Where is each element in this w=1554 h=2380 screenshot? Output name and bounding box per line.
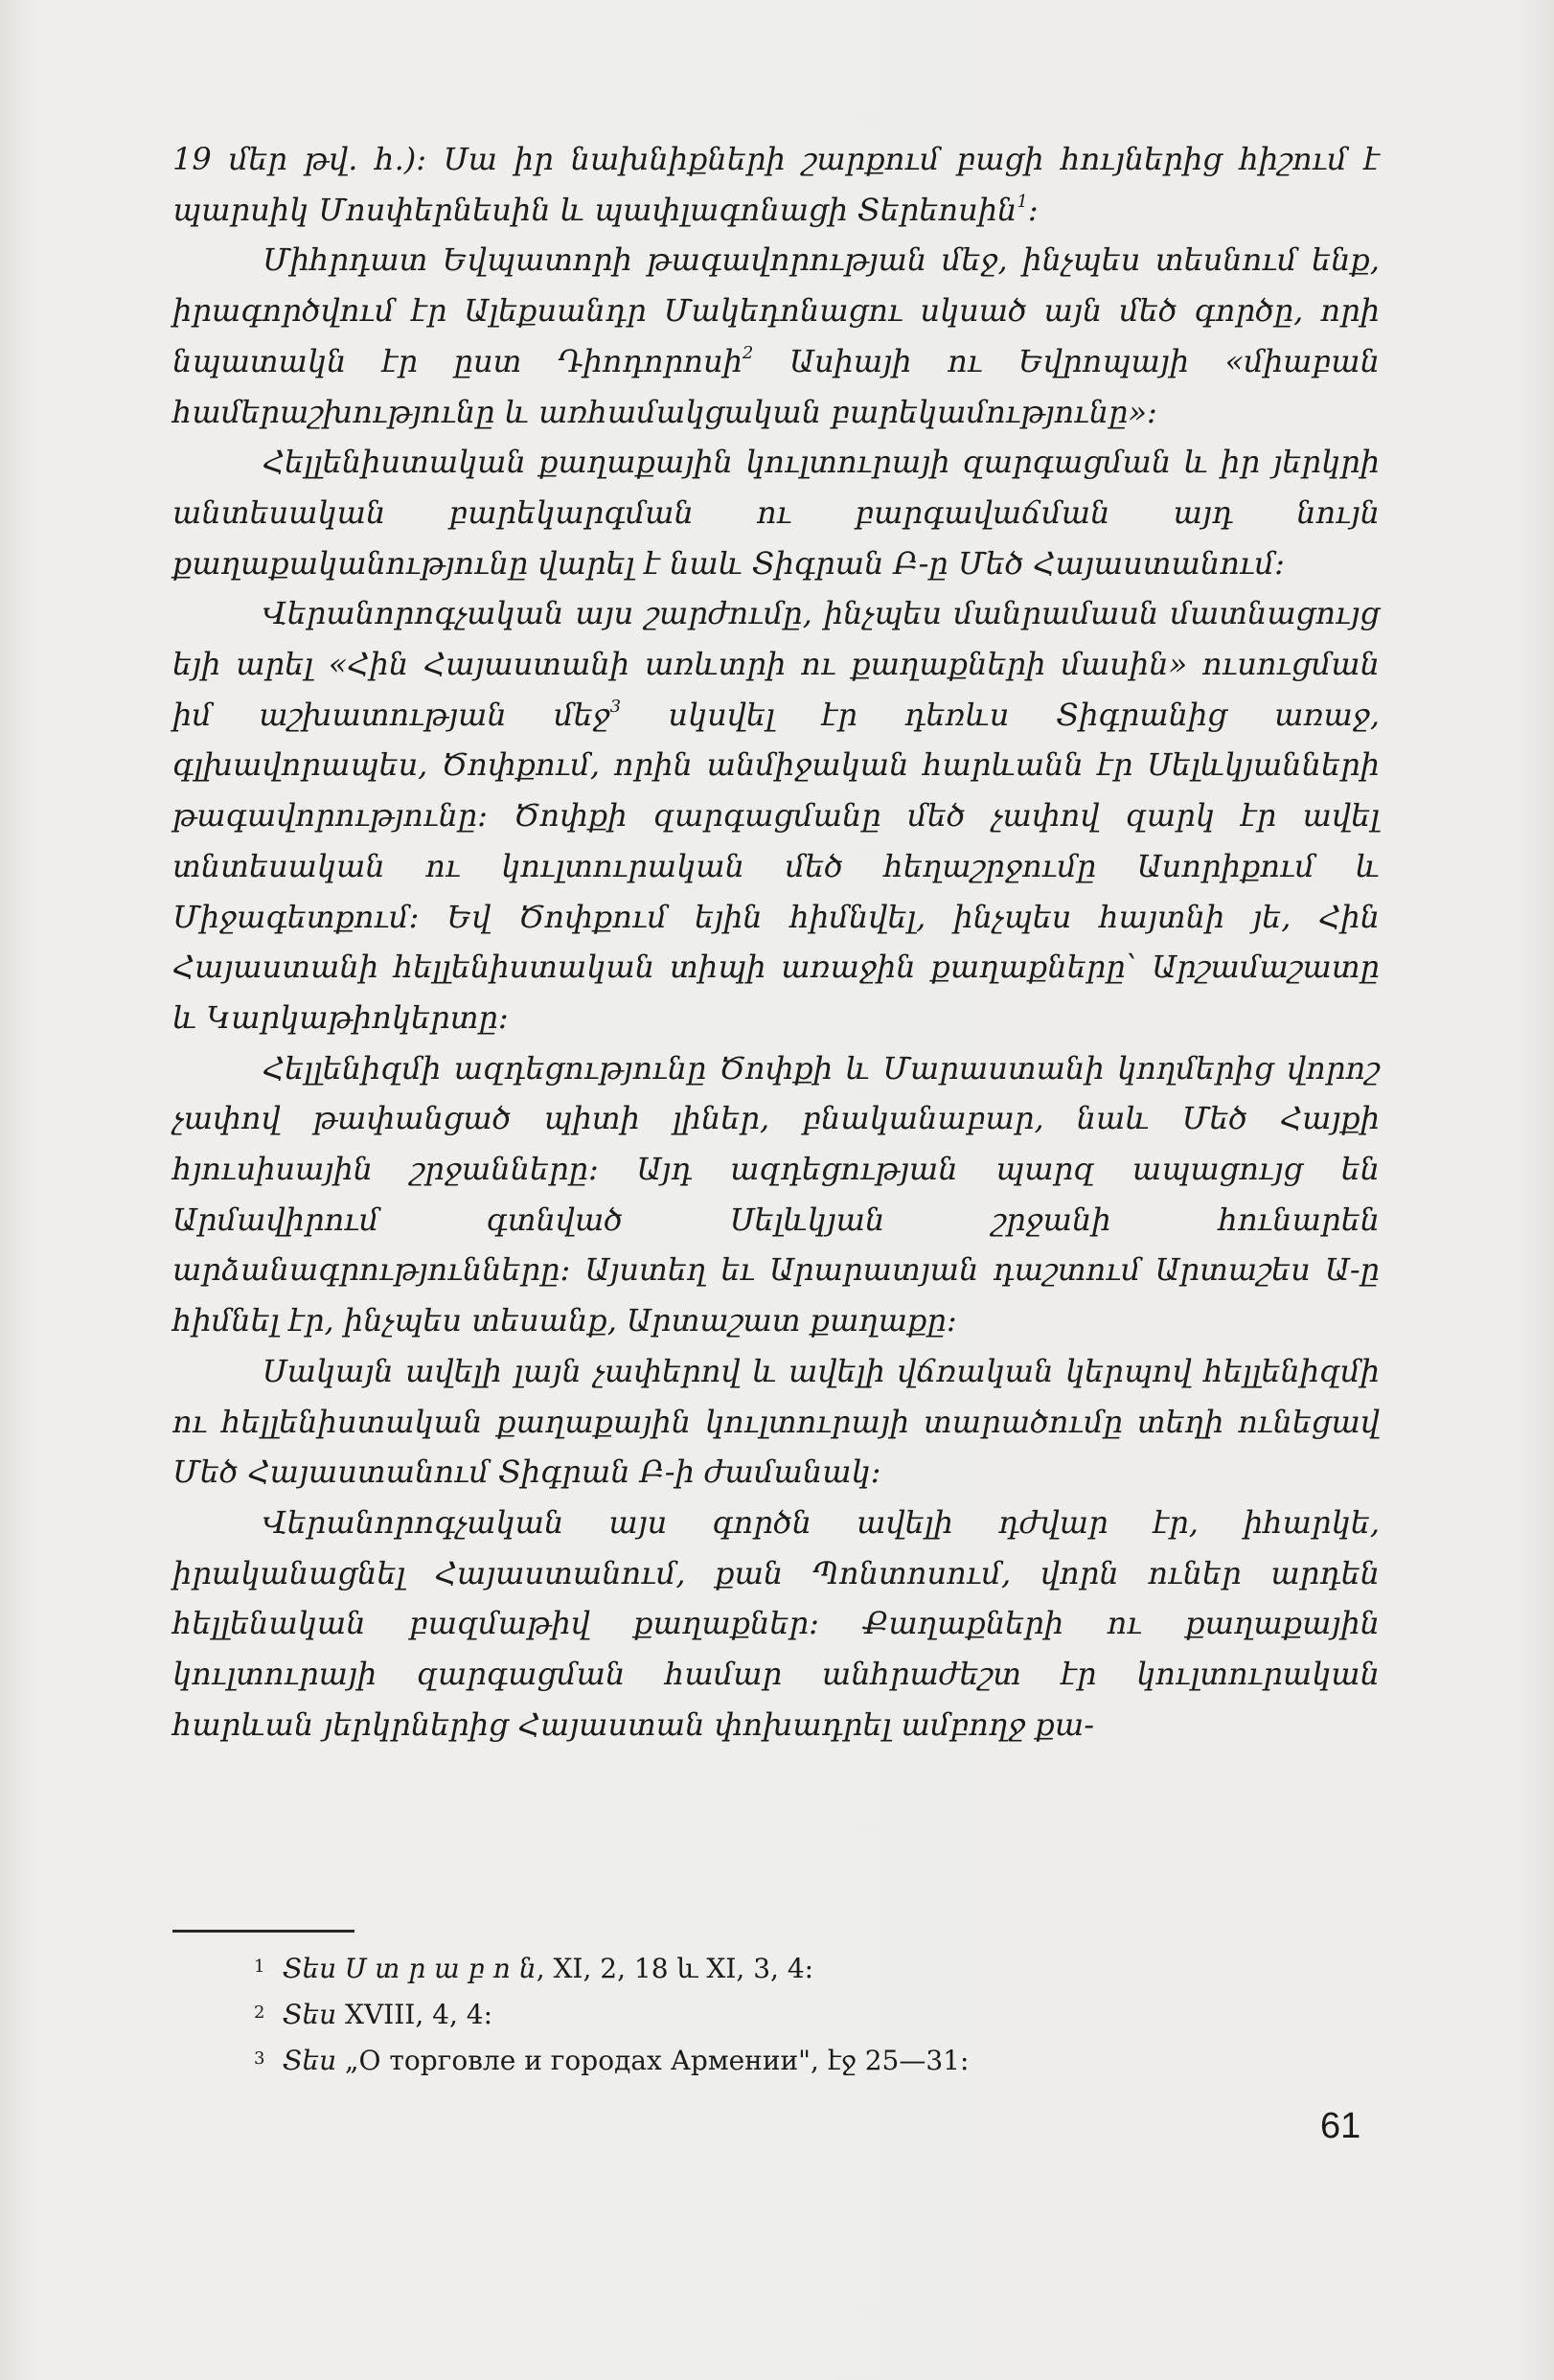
footnote-2: 2 Տես XVIII, 4, 4։ [254,1999,493,2030]
paragraph-7: Վերանորոգչական այս գործն ավելի դժվար էր, իհարկե, իրականացնել Հայաստանում, քան Պոնտոսում, վորն ուներ արդեն հելլենական բազմաթիվ քաղաքներ։ Քաղաքների ու քաղաքային կուլտուրայի զարգացման համար անհրաժեշտ էր կուլտուրական հարևան յերկրներից Հայաստան փոխադրել ամբողջ քա- [172,1503,1380,1743]
footnote-ref-1: 1 [1017,191,1028,212]
footnote-divider [172,1930,354,1933]
paragraph-3: Հելլենիստական քաղաքային կուլտուրայի զարգացման և իր յերկրի անտեսական բարեկարգման ու բարգավաճման այդ նույն քաղաքականությունը վարել է նաև Տիգրան Բ-ը Մեծ Հայաստանում։ [172,444,1380,582]
footnote-ref-2: 2 [742,342,754,363]
body-text [172,134,1380,1751]
paragraph-1: 19 մեր թվ. հ.)։ Սա իր նախնիքների շարքում բացի հույներից հիշում է պարսիկ Մոսփերնեսին և պափլագոնացի Տերեոսին$^1$։ [172,141,1380,228]
footnote-1: 1 Տես Ս տ ր ա բ ո ն, XI, 2, 18 և XI, 3, 4։ [254,1953,814,1984]
footnote-ref-3: 3 [609,696,622,717]
paragraph-6: Սակայն ավելի լայն չափերով և ավելի վճռական կերպով հելլենիզմի ու հելլենիստական քաղաքային կուլտուրայի տարածումը տեղի ունեցավ Մեծ Հայաստանում Տիգրան Բ-ի ժամանակ։ [172,1352,1380,1491]
footnotes [254,1945,1308,2083]
footnote-3: 3 Տես „О торговле и городах Армении", էջ 25—31։ [254,2045,970,2076]
paragraph-5: Հելլենիզմի ազդեցությունը Ծոփքի և Մարաստանի կողմերից վորոշ չափով թափանցած պիտի լիներ, բնականաբար, նաև Մեծ Հայքի հյուսիսային շրջանները։ Այդ ազդեցության պարզ ապացույց են Արմավիրում գտնված Սելևկյան շրջանի հունարեն արձանագրությունները։ Այստեղ եւ Արարատյան դաշտում Արտաշես Ա-ը հիմնել էր, ինչպես տեսանք, Արտաշատ քաղաքը։ [172,1049,1380,1339]
paragraph-4: Վերանորոգչական այս շարժումը, ինչպես մանրամասն մատնացույց եյի արել «Հին Հայաստանի առևտրի ու քաղաքների մասին» ուսուցման իմ աշխատության մեջ$^3$ սկսվել էր դեռևս Տիգրանից առաջ, գլխավորապես, Ծոփքում, որին անմիջական հարևանն էր Սելևկյանների թագավորությունը։ Ծոփքի զարգացմանը մեծ չափով զարկ էր ավել տնտեսական ու կուլտուրական մեծ հեղաշրջումը Ասորիքում և Միջագետքում։ Եվ Ծոփքում եյին հիմնվել, ինչպես հայտնի յե, Հին Հայաստանի հելլենիստական տիպի առաջին քաղաքները՝ Արշամաշատը և Կարկաթիոկերտը։ [172,595,1381,1036]
paragraph-2: Միհրդատ Եվպատորի թագավորության մեջ, ինչպես տեսնում ենք, իրագործվում էր Ալեքսանդր Մակեդոնացու սկսած այն մեծ գործը, որի նպատակն էր ըստ Դիոդորոսի$^2$ Ասիայի ու Եվրոպայի «միաբան համերաշխությունը և առհամակցական բարեկամությունը»։ [172,241,1381,430]
page-number: 61 [1320,2106,1361,2146]
